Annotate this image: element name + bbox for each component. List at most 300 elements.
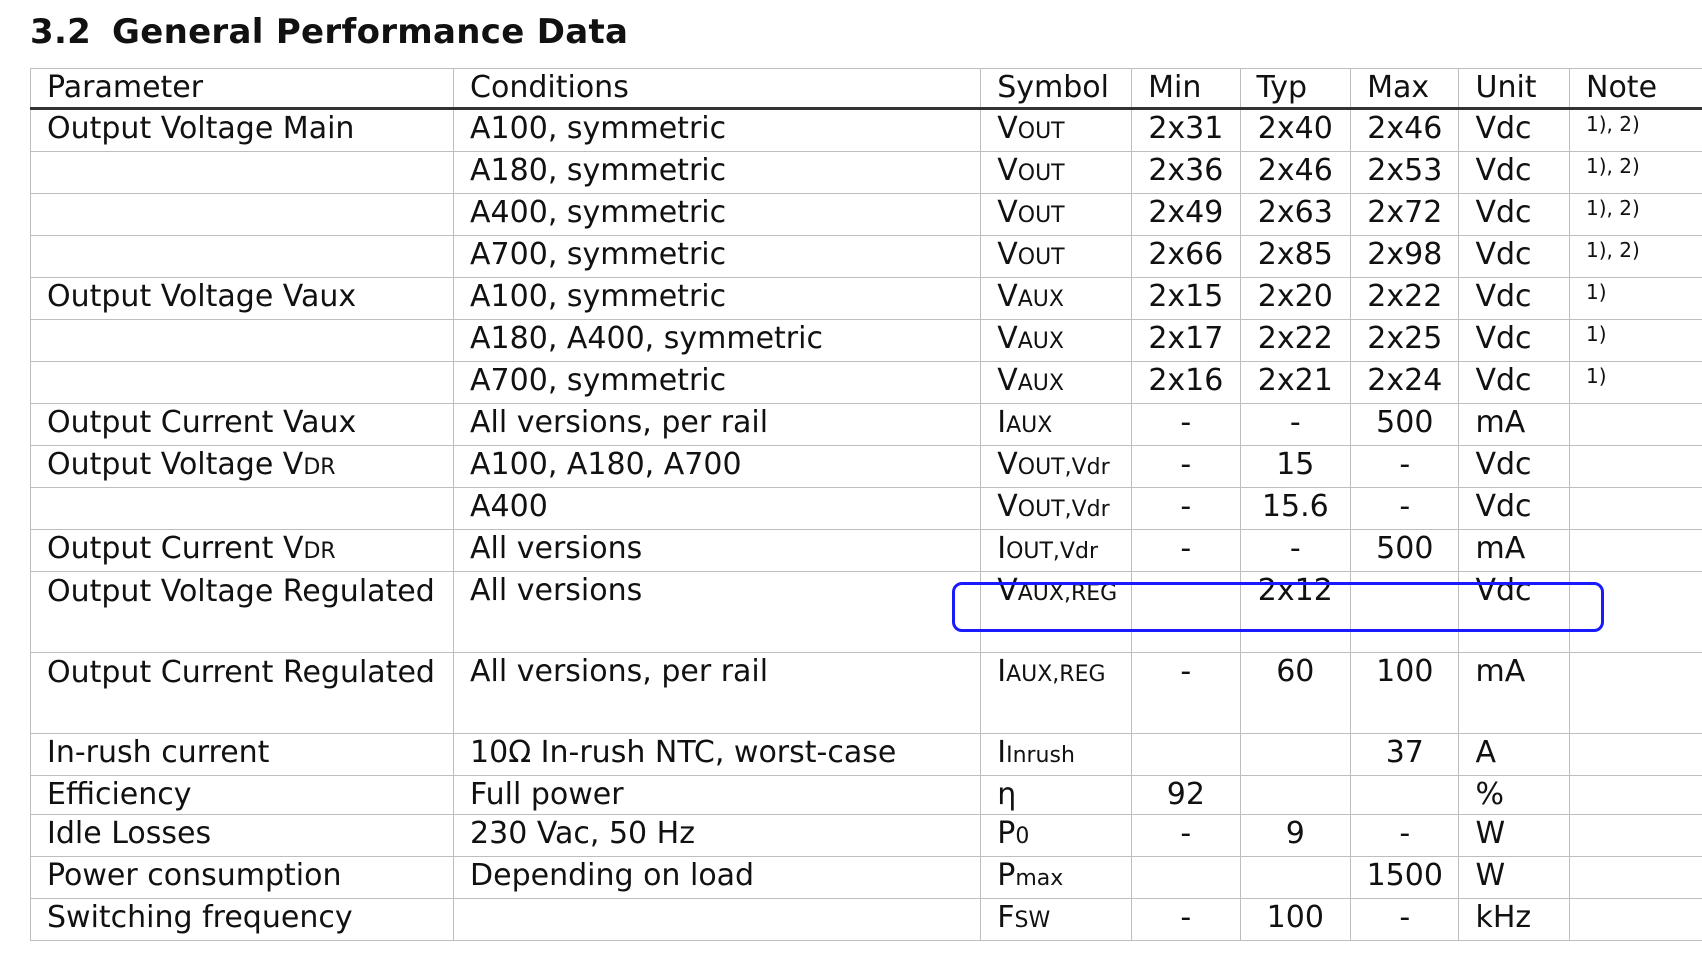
unit-value: Vdc xyxy=(1475,279,1532,314)
cell-conditions xyxy=(454,572,981,653)
symbol-subscript: max xyxy=(1015,866,1064,891)
unit-value: Vdc xyxy=(1475,195,1532,230)
cell-symbol xyxy=(981,815,1132,857)
symbol-text: V xyxy=(997,321,1018,356)
symbol-text: V xyxy=(997,153,1018,188)
cell-max xyxy=(1351,857,1459,899)
note-value: 1) xyxy=(1586,280,1607,304)
conditions-text: Full power xyxy=(470,777,624,812)
max-value: - xyxy=(1399,816,1411,851)
cell-symbol xyxy=(981,278,1132,320)
note-value: 1) xyxy=(1586,364,1607,388)
cell-parameter xyxy=(31,653,454,734)
min-value: - xyxy=(1180,654,1192,689)
cell-typ xyxy=(1240,320,1351,362)
symbol-subscript: AUX xyxy=(1017,371,1064,396)
cell-typ xyxy=(1240,278,1351,320)
cell-typ xyxy=(1240,530,1351,572)
typ-value: 2x12 xyxy=(1257,573,1333,608)
cell-symbol xyxy=(981,320,1132,362)
section-number: 3.2 xyxy=(30,12,92,52)
cell-typ xyxy=(1240,488,1351,530)
header-conditions: Conditions xyxy=(454,69,981,109)
min-value: 2x31 xyxy=(1148,111,1224,146)
header-row xyxy=(31,69,1702,109)
cell-min xyxy=(1132,899,1240,941)
cell-max xyxy=(1351,362,1459,404)
parameter-text: Output Voltage Vaux xyxy=(47,279,357,314)
cell-unit xyxy=(1459,320,1570,362)
conditions-text: A700, symmetric xyxy=(470,237,727,272)
parameter-text: Power consumption xyxy=(47,858,342,893)
cell-note xyxy=(1570,776,1702,815)
min-value: - xyxy=(1180,405,1192,440)
cell-note xyxy=(1570,320,1702,362)
cell-unit xyxy=(1459,899,1570,941)
cell-conditions xyxy=(454,404,981,446)
min-value: - xyxy=(1180,447,1192,482)
cell-typ xyxy=(1240,899,1351,941)
parameter-text: Switching frequency xyxy=(47,900,353,935)
cell-min xyxy=(1132,530,1240,572)
symbol-subscript: AUX xyxy=(1006,413,1053,438)
cell-conditions xyxy=(454,236,981,278)
cell-typ xyxy=(1240,236,1351,278)
symbol-text: V xyxy=(997,279,1018,314)
table-row xyxy=(31,404,1702,446)
table-row xyxy=(31,653,1702,734)
cell-conditions xyxy=(454,362,981,404)
cell-parameter xyxy=(31,776,454,815)
conditions-text: A400 xyxy=(470,489,548,524)
header-unit: Unit xyxy=(1459,69,1570,109)
symbol-text: V xyxy=(997,363,1018,398)
min-value: 2x17 xyxy=(1148,321,1224,356)
min-value: 2x66 xyxy=(1148,237,1224,272)
cell-typ xyxy=(1240,776,1351,815)
max-value: 2x72 xyxy=(1367,195,1443,230)
cell-min xyxy=(1132,857,1240,899)
table-row xyxy=(31,109,1702,152)
symbol-text: I xyxy=(997,531,1007,566)
parameter-text: In-rush current xyxy=(47,735,270,770)
cell-min xyxy=(1132,404,1240,446)
symbol-text: η xyxy=(997,777,1017,812)
cell-symbol xyxy=(981,857,1132,899)
unit-value: mA xyxy=(1475,654,1526,689)
typ-value: 60 xyxy=(1276,654,1315,689)
cell-note xyxy=(1570,236,1702,278)
table-row xyxy=(31,857,1702,899)
cell-max xyxy=(1351,530,1459,572)
unit-value: Vdc xyxy=(1475,447,1532,482)
max-value: 37 xyxy=(1385,735,1424,770)
conditions-text: 10Ω In-rush NTC, worst-case xyxy=(470,735,897,770)
header-min: Min xyxy=(1132,69,1240,109)
note-value: 1), 2) xyxy=(1586,154,1640,178)
symbol-text: F xyxy=(997,900,1015,935)
max-value: 2x53 xyxy=(1367,153,1443,188)
parameter-text: Output Current Regulated xyxy=(47,655,435,690)
table-row xyxy=(31,488,1702,530)
header-note: Note xyxy=(1570,69,1702,109)
typ-value: - xyxy=(1289,531,1301,566)
conditions-text: A180, symmetric xyxy=(470,153,727,188)
symbol-subscript: SW xyxy=(1014,908,1051,933)
cell-note xyxy=(1570,362,1702,404)
typ-value: 15 xyxy=(1276,447,1315,482)
cell-note xyxy=(1570,857,1702,899)
cell-parameter xyxy=(31,236,454,278)
cell-typ xyxy=(1240,815,1351,857)
symbol-text: I xyxy=(997,405,1007,440)
min-value: 2x49 xyxy=(1148,195,1224,230)
cell-max xyxy=(1351,446,1459,488)
symbol-subscript: OUT xyxy=(1017,119,1065,144)
cell-symbol xyxy=(981,109,1132,152)
cell-unit xyxy=(1459,278,1570,320)
table-row xyxy=(31,278,1702,320)
cell-conditions xyxy=(454,278,981,320)
table-row xyxy=(31,362,1702,404)
cell-unit xyxy=(1459,776,1570,815)
cell-parameter xyxy=(31,857,454,899)
cell-note xyxy=(1570,152,1702,194)
conditions-text: Depending on load xyxy=(470,858,755,893)
max-value: - xyxy=(1399,447,1411,482)
unit-value: Vdc xyxy=(1475,573,1532,608)
symbol-text: P xyxy=(997,858,1016,893)
symbol-text: P xyxy=(997,816,1016,851)
table-body xyxy=(31,109,1702,941)
cell-unit xyxy=(1459,109,1570,152)
symbol-subscript: Inrush xyxy=(1006,743,1075,768)
symbol-text: I xyxy=(997,735,1007,770)
cell-conditions xyxy=(454,194,981,236)
cell-min xyxy=(1132,776,1240,815)
performance-table xyxy=(30,68,1702,941)
cell-max xyxy=(1351,776,1459,815)
parameter-subscript: DR xyxy=(303,539,336,564)
note-value: 1), 2) xyxy=(1586,112,1640,136)
typ-value: 2x63 xyxy=(1257,195,1333,230)
cell-max xyxy=(1351,320,1459,362)
cell-unit xyxy=(1459,488,1570,530)
cell-unit xyxy=(1459,530,1570,572)
cell-note xyxy=(1570,530,1702,572)
section-heading xyxy=(30,12,628,52)
cell-unit xyxy=(1459,734,1570,776)
cell-conditions xyxy=(454,653,981,734)
unit-value: Vdc xyxy=(1475,489,1532,524)
symbol-text: V xyxy=(997,111,1018,146)
unit-value: Vdc xyxy=(1475,237,1532,272)
cell-typ xyxy=(1240,734,1351,776)
cell-parameter xyxy=(31,152,454,194)
symbol-text: V xyxy=(997,237,1018,272)
parameter-text: Output Voltage Regulated xyxy=(47,574,435,609)
cell-unit xyxy=(1459,857,1570,899)
cell-unit xyxy=(1459,653,1570,734)
symbol-text: V xyxy=(997,489,1018,524)
cell-typ xyxy=(1240,109,1351,152)
conditions-text: A700, symmetric xyxy=(470,363,727,398)
symbol-text: V xyxy=(997,447,1018,482)
header-parameter: Parameter xyxy=(31,69,454,109)
symbol-subscript: AUX,REG xyxy=(1017,581,1118,606)
unit-value: mA xyxy=(1475,405,1526,440)
cell-conditions xyxy=(454,734,981,776)
symbol-subscript: AUX xyxy=(1017,329,1064,354)
note-value: 1), 2) xyxy=(1586,238,1640,262)
table-row xyxy=(31,815,1702,857)
symbol-subscript: OUT,Vdr xyxy=(1017,455,1110,480)
cell-max xyxy=(1351,488,1459,530)
unit-value: mA xyxy=(1475,531,1526,566)
typ-value: 2x46 xyxy=(1257,153,1333,188)
min-value: 2x15 xyxy=(1148,279,1224,314)
max-value: 1500 xyxy=(1366,858,1443,893)
typ-value: 2x22 xyxy=(1257,321,1333,356)
parameter-text: Output Current V xyxy=(47,531,304,566)
cell-max xyxy=(1351,278,1459,320)
symbol-text: V xyxy=(997,573,1018,608)
symbol-text: V xyxy=(997,195,1018,230)
symbol-subscript: OUT,Vdr xyxy=(1017,497,1110,522)
cell-symbol xyxy=(981,194,1132,236)
unit-value: Vdc xyxy=(1475,153,1532,188)
min-value: - xyxy=(1180,816,1192,851)
cell-max xyxy=(1351,109,1459,152)
table-row xyxy=(31,530,1702,572)
cell-conditions xyxy=(454,899,981,941)
unit-value: Vdc xyxy=(1475,363,1532,398)
cell-parameter xyxy=(31,815,454,857)
cell-min xyxy=(1132,320,1240,362)
cell-note xyxy=(1570,734,1702,776)
cell-typ xyxy=(1240,653,1351,734)
cell-min xyxy=(1132,109,1240,152)
cell-unit xyxy=(1459,194,1570,236)
cell-conditions xyxy=(454,776,981,815)
cell-parameter xyxy=(31,194,454,236)
max-value: 2x24 xyxy=(1367,363,1443,398)
cell-note xyxy=(1570,488,1702,530)
cell-note xyxy=(1570,653,1702,734)
cell-min xyxy=(1132,734,1240,776)
max-value: 2x25 xyxy=(1367,321,1443,356)
symbol-subscript: OUT xyxy=(1017,203,1065,228)
unit-value: A xyxy=(1475,735,1497,770)
min-value: 2x16 xyxy=(1148,363,1224,398)
unit-value: W xyxy=(1475,858,1506,893)
cell-max xyxy=(1351,404,1459,446)
cell-min xyxy=(1132,446,1240,488)
typ-value: 9 xyxy=(1285,816,1305,851)
max-value: 2x98 xyxy=(1367,237,1443,272)
cell-symbol xyxy=(981,899,1132,941)
table-row xyxy=(31,899,1702,941)
table-row xyxy=(31,776,1702,815)
parameter-text: Output Voltage Main xyxy=(47,111,355,146)
cell-typ xyxy=(1240,404,1351,446)
table-row xyxy=(31,320,1702,362)
cell-typ xyxy=(1240,194,1351,236)
typ-value: 2x21 xyxy=(1257,363,1333,398)
cell-parameter xyxy=(31,278,454,320)
conditions-text: All versions xyxy=(470,573,643,608)
symbol-subscript: AUX,REG xyxy=(1006,662,1106,687)
unit-value: Vdc xyxy=(1475,321,1532,356)
min-value: 2x36 xyxy=(1148,153,1224,188)
cell-symbol xyxy=(981,734,1132,776)
cell-parameter xyxy=(31,734,454,776)
typ-value: 100 xyxy=(1266,900,1324,935)
cell-max xyxy=(1351,734,1459,776)
cell-symbol xyxy=(981,776,1132,815)
cell-typ xyxy=(1240,362,1351,404)
symbol-subscript: OUT xyxy=(1017,245,1065,270)
table-row xyxy=(31,152,1702,194)
cell-note xyxy=(1570,815,1702,857)
typ-value: 2x85 xyxy=(1257,237,1333,272)
typ-value: - xyxy=(1289,405,1301,440)
conditions-text: All versions, per rail xyxy=(470,654,769,689)
typ-value: 2x40 xyxy=(1257,111,1333,146)
cell-parameter xyxy=(31,320,454,362)
cell-conditions xyxy=(454,446,981,488)
parameter-text: Output Voltage V xyxy=(47,447,304,482)
cell-note xyxy=(1570,899,1702,941)
unit-value: kHz xyxy=(1475,900,1532,935)
cell-parameter xyxy=(31,572,454,653)
max-value: - xyxy=(1399,900,1411,935)
symbol-subscript: AUX xyxy=(1017,287,1064,312)
min-value: - xyxy=(1180,531,1192,566)
max-value: 2x22 xyxy=(1367,279,1443,314)
cell-typ xyxy=(1240,857,1351,899)
cell-max xyxy=(1351,899,1459,941)
cell-conditions xyxy=(454,152,981,194)
conditions-text: All versions xyxy=(470,531,643,566)
cell-min xyxy=(1132,152,1240,194)
conditions-text: 230 Vac, 50 Hz xyxy=(470,816,695,851)
header-symbol: Symbol xyxy=(981,69,1132,109)
cell-parameter xyxy=(31,362,454,404)
cell-symbol xyxy=(981,362,1132,404)
cell-parameter xyxy=(31,446,454,488)
cell-conditions xyxy=(454,320,981,362)
conditions-text: A400, symmetric xyxy=(470,195,727,230)
parameter-text: Output Current Vaux xyxy=(47,405,357,440)
typ-value: 15.6 xyxy=(1261,489,1329,524)
unit-value: % xyxy=(1475,777,1504,812)
min-value: - xyxy=(1180,900,1192,935)
cell-note xyxy=(1570,278,1702,320)
symbol-subscript: 0 xyxy=(1015,824,1030,849)
cell-max xyxy=(1351,653,1459,734)
cell-note xyxy=(1570,446,1702,488)
parameter-text: Idle Losses xyxy=(47,816,212,851)
cell-min xyxy=(1132,236,1240,278)
table-row xyxy=(31,446,1702,488)
conditions-text: A180, A400, symmetric xyxy=(470,321,823,356)
max-value: 500 xyxy=(1376,405,1434,440)
cell-conditions xyxy=(454,857,981,899)
cell-typ xyxy=(1240,446,1351,488)
cell-symbol xyxy=(981,530,1132,572)
cell-max xyxy=(1351,194,1459,236)
parameter-subscript: DR xyxy=(303,455,336,480)
table-row xyxy=(31,734,1702,776)
typ-value: 2x20 xyxy=(1257,279,1333,314)
note-value: 1), 2) xyxy=(1586,196,1640,220)
max-value: - xyxy=(1399,489,1411,524)
max-value: 2x46 xyxy=(1367,111,1443,146)
conditions-text: All versions, per rail xyxy=(470,405,769,440)
cell-symbol xyxy=(981,152,1132,194)
cell-max xyxy=(1351,815,1459,857)
conditions-text: A100, A180, A700 xyxy=(470,447,742,482)
max-value: 500 xyxy=(1376,531,1434,566)
cell-symbol xyxy=(981,446,1132,488)
symbol-subscript: OUT,Vdr xyxy=(1006,539,1098,564)
cell-min xyxy=(1132,362,1240,404)
cell-unit xyxy=(1459,152,1570,194)
note-value: 1) xyxy=(1586,322,1607,346)
cell-conditions xyxy=(454,109,981,152)
cell-conditions xyxy=(454,530,981,572)
section-title: General Performance Data xyxy=(112,12,629,52)
header-typ: Typ xyxy=(1240,69,1351,109)
cell-parameter xyxy=(31,899,454,941)
parameter-text: Efficiency xyxy=(47,777,192,812)
min-value: - xyxy=(1180,489,1192,524)
highlight-box xyxy=(952,582,1604,632)
cell-conditions xyxy=(454,815,981,857)
cell-note xyxy=(1570,404,1702,446)
header-max: Max xyxy=(1351,69,1459,109)
symbol-subscript: OUT xyxy=(1017,161,1065,186)
cell-symbol xyxy=(981,653,1132,734)
conditions-text: A100, symmetric xyxy=(470,279,727,314)
max-value: 100 xyxy=(1376,654,1434,689)
cell-parameter xyxy=(31,488,454,530)
table-row xyxy=(31,194,1702,236)
cell-unit xyxy=(1459,446,1570,488)
cell-parameter xyxy=(31,404,454,446)
cell-symbol xyxy=(981,488,1132,530)
cell-unit xyxy=(1459,236,1570,278)
conditions-text: A100, symmetric xyxy=(470,111,727,146)
cell-unit xyxy=(1459,362,1570,404)
cell-parameter xyxy=(31,530,454,572)
cell-unit xyxy=(1459,815,1570,857)
cell-typ xyxy=(1240,152,1351,194)
cell-symbol xyxy=(981,236,1132,278)
cell-max xyxy=(1351,236,1459,278)
cell-note xyxy=(1570,194,1702,236)
cell-parameter xyxy=(31,109,454,152)
min-value: 92 xyxy=(1166,777,1205,812)
cell-min xyxy=(1132,278,1240,320)
cell-min xyxy=(1132,815,1240,857)
cell-min xyxy=(1132,653,1240,734)
cell-min xyxy=(1132,194,1240,236)
cell-conditions xyxy=(454,488,981,530)
cell-symbol xyxy=(981,404,1132,446)
table-row xyxy=(31,236,1702,278)
